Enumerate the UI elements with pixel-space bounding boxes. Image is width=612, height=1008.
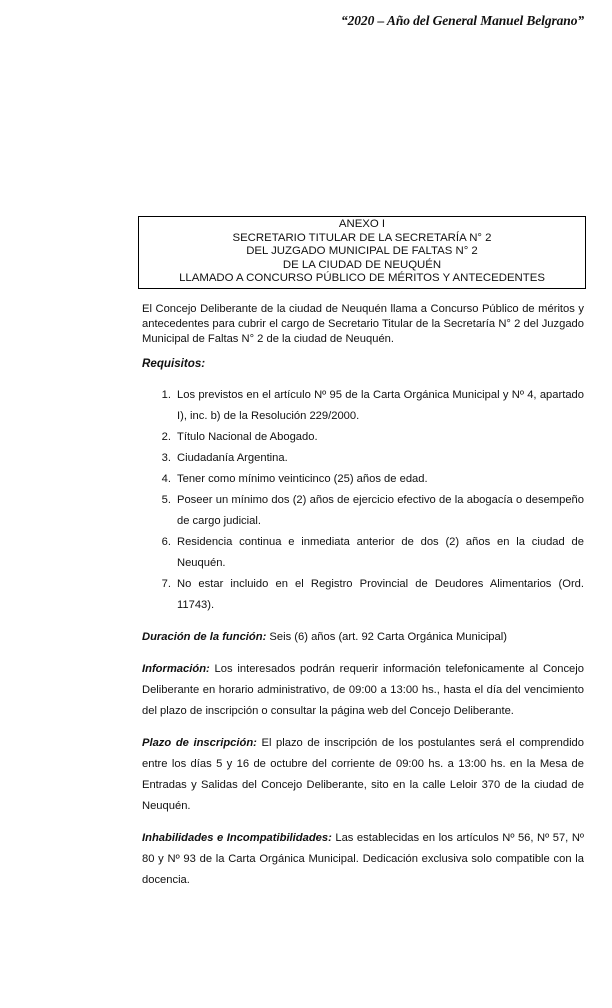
list-item-text: Los previstos en el artículo Nº 95 de la Carta Orgánica Municipal y Nº 4, apartado I), inc. b) de la Resolución 229/2000.: [177, 389, 584, 422]
list-item-number: 1.: [161, 389, 171, 401]
list-item: [142, 574, 584, 616]
list-item-number: 7.: [161, 578, 171, 590]
annex-title-line: LLAMADO A CONCURSO PÚBLICO DE MÉRITOS Y ANTECEDENTES: [179, 272, 545, 285]
list-item-text: Tener como mínimo veinticinco (25) años de edad.: [177, 473, 428, 485]
list-item-number: 6.: [161, 536, 171, 548]
list-item: [142, 427, 584, 448]
annex-title-box: [138, 216, 586, 289]
requisitos-heading: Requisitos:: [142, 357, 206, 370]
list-item-number: 5.: [161, 494, 171, 506]
list-item-text: No estar incluido en el Registro Provincial de Deudores Alimentarios (Ord. 11743).: [177, 578, 584, 611]
plazo-text: El plazo de inscripción de los postulantes será el comprendido entre los días 5 y 16 de octubre del corriente de 09:00 hs. a 13:00 hs. en la Mesa de Entradas y Salidas del Concejo Deliberante, sito en la calle Leloir 370 de la ciudad de Neuquén.: [142, 737, 584, 812]
inhabilidades-text: Las establecidas en los artículos Nº 56, Nº 57, Nº 80 y Nº 93 de la Carta Orgánica Municipal. Dedicación exclusiva solo compatible con la docencia.: [142, 832, 584, 886]
inhabilidades-paragraph: [142, 828, 584, 891]
annex-title-line: SECRETARIO TITULAR DE LA SECRETARÍA N° 2: [232, 231, 492, 244]
plazo-label: Plazo de inscripción:: [142, 737, 257, 749]
list-item-text: Título Nacional de Abogado.: [177, 431, 318, 443]
requisitos-list: [142, 385, 584, 616]
list-item: [142, 469, 584, 490]
duracion-label: Duración de la función:: [142, 631, 267, 643]
list-item-text: Ciudadanía Argentina.: [177, 452, 288, 464]
list-item: [142, 385, 584, 427]
intro-paragraph: El Concejo Deliberante de la ciudad de Neuquén llama a Concurso Público de méritos y antecedentes para cubrir el cargo de Secretario Titular de la Secretaría N° 2 del Juzgado Municipal de Faltas N° 2 de la ciudad de Neuquén.: [142, 303, 584, 345]
list-item-number: 4.: [161, 473, 171, 485]
plazo-paragraph: [142, 733, 584, 817]
list-item: [142, 448, 584, 469]
informacion-label: Información:: [142, 663, 210, 675]
list-item-number: 3.: [161, 452, 171, 464]
annex-title-line: ANEXO I: [338, 218, 386, 230]
document-body: [142, 302, 584, 891]
annex-title-line: DE LA CIUDAD DE NEUQUÉN: [282, 258, 442, 271]
informacion-paragraph: [142, 659, 584, 722]
list-item-text: Residencia continua e inmediata anterior de dos (2) años en la ciudad de Neuquén.: [177, 536, 584, 569]
list-item: [142, 490, 584, 532]
list-item-text: Poseer un mínimo dos (2) años de ejercicio efectivo de la abogacía o desempeño de cargo judicial.: [177, 494, 584, 527]
header-motto: “2020 – Año del General Manuel Belgrano”: [340, 13, 584, 28]
duracion-text: Seis (6) años (art. 92 Carta Orgánica Municipal): [266, 631, 507, 643]
duracion-paragraph: [142, 627, 584, 648]
list-item: [142, 532, 584, 574]
list-item-number: 2.: [161, 431, 171, 443]
inhabilidades-label: Inhabilidades e Incompatibilidades:: [142, 832, 332, 844]
informacion-text: Los interesados podrán requerir información telefonicamente al Concejo Deliberante en horario administrativo, de 09:00 a 13:00 hs., hasta el día del vencimiento del plazo de inscripción o consultar la página web del Concejo Deliberante.: [142, 663, 584, 717]
annex-title-line: DEL JUZGADO MUNICIPAL DE FALTAS N° 2: [246, 245, 478, 258]
